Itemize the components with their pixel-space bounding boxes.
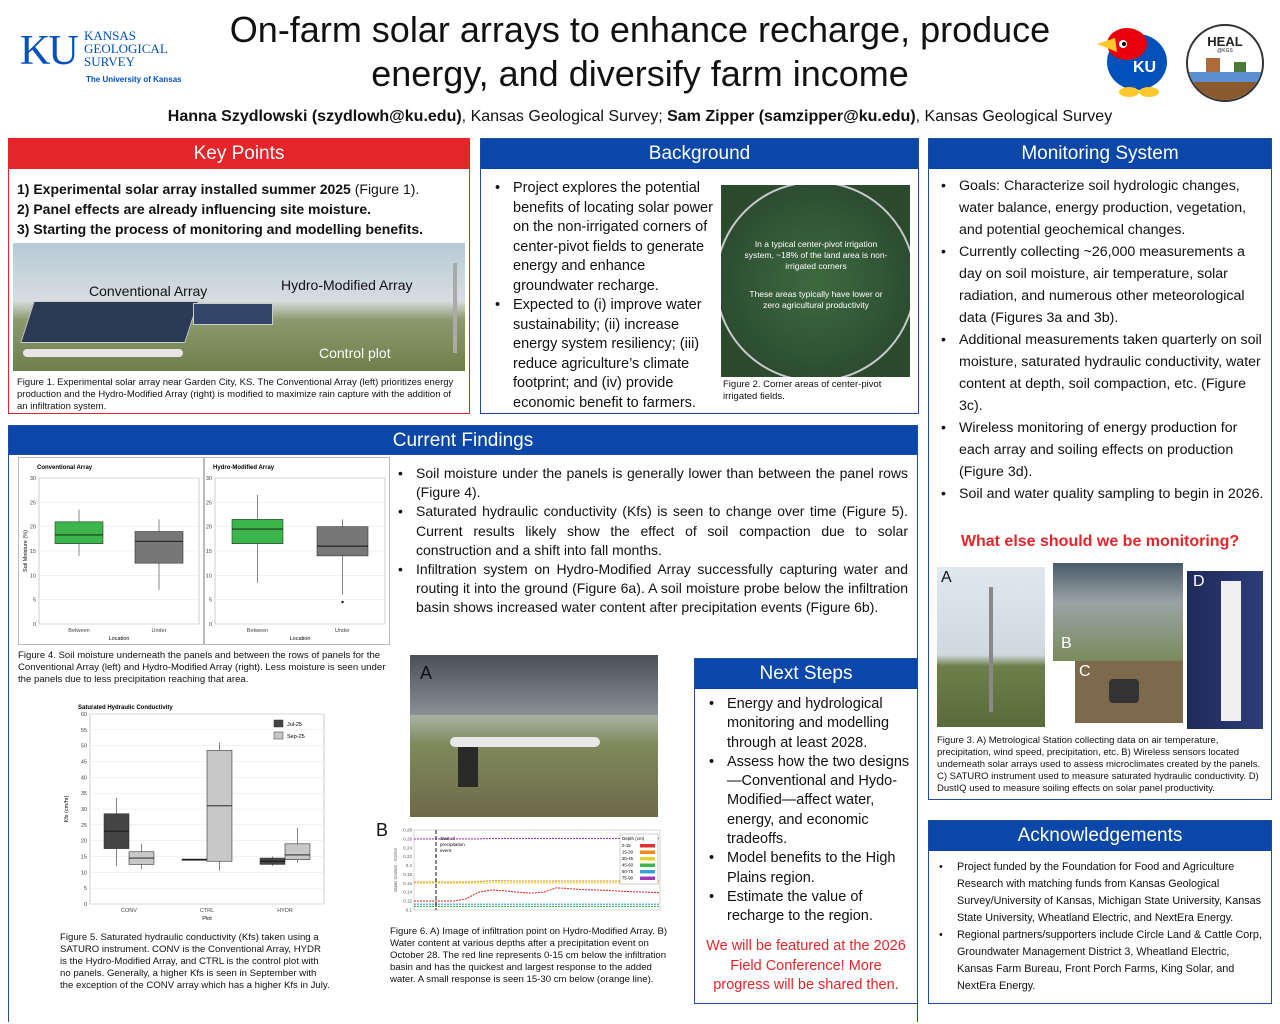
list-item: • Energy and hydrological monitoring and modelling through at least 2028. [717, 695, 913, 753]
background-heading: Background [481, 139, 918, 169]
box [135, 532, 183, 564]
y-tick-label: 25 [29, 500, 36, 507]
key-point-2: 2) Panel effects are already influencing site moisture. [17, 201, 372, 217]
figure-3-label-d: D [1193, 573, 1205, 590]
heal-logo-text: HEAL [1207, 34, 1243, 49]
y-axis-label: Kfs (cm/hr) [64, 795, 70, 823]
list-item: • Saturated hydraulic conductivity (Kfs) is seen to change over time (Figure 5). Current results likely show the effect of soil compaction due to solar construction and a shift into fall months. [406, 502, 908, 560]
y-tick-label: 10 [80, 870, 87, 877]
figure-3c-photo [1075, 661, 1183, 723]
figure-2-caption: Figure 2. Corner areas of center-pivot irrigated fields. [723, 379, 882, 402]
key-points-heading: Key Points [9, 139, 469, 169]
acknowledgements-heading: Acknowledgements [929, 821, 1271, 851]
legend-swatch [640, 844, 655, 848]
box [55, 522, 103, 544]
y-tick-label: 35 [80, 791, 87, 798]
y-tick-label: 25 [80, 822, 87, 829]
x-axis-label: Plot [202, 916, 212, 922]
y-tick-label: 0.1 [405, 907, 412, 913]
y-axis-label: Soil Moisture (%) [23, 530, 29, 572]
legend-swatch [274, 720, 283, 727]
legend-swatch [274, 732, 283, 739]
y-tick-label: 20 [205, 524, 212, 531]
y-tick-label: 0.24 [403, 845, 412, 851]
y-tick-label: 0 [208, 622, 212, 628]
figure-4-caption: Figure 4. Soil moisture underneath the panels and between the rows of panels for the Conventional Array (left) and Hydro-Modified Array (right). Less moisture is seen under the panels due to less precipitation reaching that area. [18, 650, 386, 685]
jayhawk-ku-text: KU [1133, 59, 1157, 76]
figure-3-caption: Figure 3. A) Metrological Station collecting data on air temperature, precipitation, wind speed, precipitation, etc. B) Wireless sensors located underneath solar arrays used to assess microclimates created by the panels. C) SATURO instrument used to measure saturated hydraulic conductivity. D) DustIQ used to measure soiling effects on solar panel productivity. [937, 735, 1261, 794]
y-tick-label: 0.26 [403, 836, 412, 842]
author-1: Hanna Szydlowski (szydlowh@ku.edu) [167, 108, 462, 125]
author-2: Sam Zipper (samzipper@ku.edu) [667, 108, 916, 125]
y-tick-label: 20 [29, 524, 36, 531]
key-point-3: 3) Starting the process of monitoring and modelling benefits. [17, 221, 424, 237]
figure-2-text-1: In a typical center-pivot irrigation system, ~18% of the land area is non-irrigated corners [744, 239, 888, 271]
figure-4a-chart [18, 457, 204, 645]
figure-6a-photo [410, 655, 658, 817]
x-tick-label: Between [246, 628, 269, 634]
x-tick-label: Between [68, 628, 90, 634]
x-axis-label: Location [108, 636, 130, 642]
author-1-affiliation: , Kansas Geological Survey; [461, 108, 668, 125]
solar-array-photo [13, 243, 465, 371]
list-item: • Estimate the value of recharge to the region. [717, 888, 913, 927]
figure-3b-photo [1053, 563, 1183, 661]
y-tick-label: 0.2 [405, 863, 412, 869]
list-item: • Project explores the potential benefits of locating solar power on the non-irrigated corners of center-pivot fields to generate energy and enhance groundwater recharge. [503, 179, 717, 296]
y-tick-label: 5 [83, 886, 87, 893]
figure-1-caption: Figure 1. Experimental solar array near Garden City, KS. The Conventional Array (left) prioritizes energy production and the Hydro-Modified Array (right) is modified to maximize rain capture with the addition of an infiltration system. [17, 377, 454, 412]
list-item: • Currently collecting ~26,000 measurements a day on soil moisture, air temperature, solar radiation, and numerous other meteorological data (Figures 3a and 3b). [949, 241, 1267, 329]
list-item: • Model benefits to the High Plains region. [717, 849, 913, 888]
list-item: • Regional partners/supporters include Circle Land & Cattle Corp, Groundwater Management District 3, Wheatland Electric, Kansas Farm Bureau, Front Porch Farms, King Solar, and NextEra Energy. [947, 927, 1265, 995]
legend-swatch [640, 877, 655, 881]
legend-swatch [640, 857, 655, 861]
legend-label: 75-90 [622, 875, 633, 881]
chart-title: Saturated Hydraulic Conductivity [78, 705, 173, 711]
y-axis-label: Water Content - m3/m3 [393, 848, 398, 892]
kgs-logo-line2: GEOLOGICAL [84, 41, 168, 56]
y-tick-label: 0.14 [403, 889, 412, 895]
x-tick-label: HYDR [277, 908, 293, 914]
next-steps-section [694, 658, 918, 1004]
y-tick-label: 0.18 [403, 871, 412, 877]
list-item: • Infiltration system on Hydro-Modified Array successfully capturing water and routing it into the ground (Figure 6a). A soil moisture probe below the infiltration basin shows increased water content after precipitation events (Figure 6b). [406, 560, 908, 618]
x-tick-label: CTRL [199, 908, 215, 914]
heal-logo-sub: @KGS [1217, 48, 1233, 54]
x-tick-label: Under [335, 628, 350, 634]
heal-logo [1186, 24, 1264, 102]
ku-logo-subtitle: The University of Kansas [86, 75, 182, 84]
legend-swatch [640, 870, 655, 874]
acknowledgements-section [928, 820, 1272, 1004]
author-line [150, 108, 1130, 126]
list-item: • Wireless monitoring of energy production for each array and soiling effects on production (Figure 3d). [949, 417, 1267, 483]
box [232, 519, 283, 543]
y-tick-label: 10 [29, 573, 36, 580]
y-tick-label: 10 [205, 573, 212, 580]
list-item: • Expected to (i) improve water sustainability; (ii) increase energy system resiliency; (iii) reduce agriculture’s climate footprint; and (iv) provide economic benefit to farmers. [503, 296, 717, 413]
y-tick-label: 20 [80, 838, 87, 845]
figure-3a-photo [937, 567, 1045, 727]
figure-4b-chart [204, 457, 390, 645]
legend-label: 60-75 [622, 869, 633, 874]
figure-5-chart [60, 698, 328, 924]
poster-title [190, 8, 1090, 96]
outlier-point [341, 601, 343, 603]
findings-bullets [388, 464, 908, 618]
y-tick-label: 25 [205, 500, 212, 507]
key-points-section [8, 138, 470, 414]
chart-title: Conventional Array [37, 465, 93, 471]
y-tick-label: 40 [80, 775, 87, 782]
key-point-1 [17, 179, 461, 199]
event-annotation: Start of precipitation event [440, 836, 465, 853]
list-item: • Project funded by the Foundation for Food and Agriculture Research with matching funds from Kansas Geological Survey/University of Kansas, Michigan State University, Kansas State University, Wheatland Electric, and NextEra Energy. [947, 859, 1265, 927]
list-item: • Goals: Characterize soil hydrologic changes, water balance, energy production, vegetation, and potential geochemical changes. [949, 175, 1267, 241]
next-steps-note: We will be featured at the 2026 Field Conference! More progress will be shared then. [706, 938, 906, 993]
chart-title: Hydro-Modified Array [213, 465, 275, 471]
figure-6-label-b: B [376, 820, 389, 840]
monitoring-heading: Monitoring System [929, 139, 1271, 169]
list-item: • Soil and water quality sampling to begin in 2026. [949, 483, 1267, 505]
x-axis-label: Location [289, 636, 311, 642]
y-tick-label: 30 [205, 476, 212, 482]
current-findings-heading: Current Findings [8, 425, 918, 455]
y-tick-label: 60 [80, 712, 87, 718]
legend-label: Jul-25 [287, 722, 302, 728]
y-tick-label: 30 [29, 476, 36, 482]
y-tick-label: 0.12 [403, 898, 412, 904]
y-tick-label: 0.16 [403, 880, 412, 886]
y-tick-label: 15 [80, 854, 87, 861]
y-tick-label: 5 [208, 597, 212, 604]
list-item: • Soil moisture under the panels is generally lower than between the panel rows (Figure 4). [406, 464, 908, 502]
list-item: • Assess how the two designs—Conventional and Hydo-Modified—affect water, energy, and economic tradeoffs. [717, 753, 913, 849]
figure-5-caption: Figure 5. Saturated hydraulic conductivity (Kfs) taken using a SATURO instrument. CONV is the Conventional Array, HYDR is the Hydro-Modified Array, and CTRL is the control plot with no panels. Generally, a higher Kfs is seen in September with the exception of the CONV array which has a higher Kfs in July. [60, 932, 330, 991]
y-tick-label: 0 [83, 902, 87, 908]
next-steps-bullets [699, 695, 913, 927]
y-tick-label: 45 [80, 759, 87, 766]
y-tick-label: 0.28 [403, 827, 412, 833]
legend-label: 30-45 [622, 856, 633, 861]
box [317, 527, 368, 556]
monitoring-question: What else should we be monitoring? [960, 533, 1240, 550]
photo-label-conventional: Conventional Array [89, 283, 208, 299]
monitoring-section [928, 138, 1272, 800]
legend-swatch [640, 864, 655, 868]
y-tick-label: 30 [80, 807, 87, 813]
ku-kgs-logo [20, 25, 190, 87]
title-line-2: energy, and diversify farm income [371, 53, 909, 94]
photo-label-hydro-modified: Hydro-Modified Array [281, 277, 413, 293]
acknowledgements-bullets [929, 859, 1265, 995]
figure-3d-photo [1187, 571, 1263, 729]
figure-6b-chart [392, 826, 664, 922]
y-tick-label: 0 [32, 622, 36, 628]
y-tick-label: 15 [29, 549, 36, 555]
key-point-1-ref: (Figure 1). [350, 181, 420, 197]
center-pivot-figure [721, 185, 910, 377]
list-item: • Additional measurements taken quarterly on soil moisture, saturated hydraulic conductivity, water content at depth, soil compaction, etc. (Figure 3c). [949, 329, 1267, 417]
next-steps-heading: Next Steps [695, 659, 917, 689]
y-tick-label: 0.22 [403, 854, 412, 860]
jayhawk-logo [1093, 22, 1175, 102]
figure-3-label-b: B [1061, 635, 1072, 652]
y-tick-label: 15 [205, 549, 212, 555]
key-point-1-text: 1) Experimental solar array installed summer 2025 [17, 181, 351, 197]
legend-label: 0-15 [622, 843, 631, 848]
legend-label: 15-30 [622, 849, 633, 855]
figure-6-caption: Figure 6. A) Image of infiltration point on Hydro-Modified Array. B) Water content at various depths after a precipitation event on October 28. The red line represents 0-15 cm below the infiltration basin and has the quickest and largest response to the added water. A small response is seen 15-30 cm below (orange line). [390, 926, 668, 985]
figure-3-label-c: C [1079, 663, 1091, 680]
x-tick-label: CONV [121, 908, 137, 914]
monitoring-bullets [931, 175, 1267, 505]
title-line-1: On-farm solar arrays to enhance recharge, produce [229, 9, 1051, 50]
author-2-affiliation: , Kansas Geological Survey [915, 108, 1113, 125]
background-bullets [485, 179, 717, 413]
legend-swatch [640, 851, 655, 855]
figure-6-label-a: A [420, 663, 433, 683]
y-tick-label: 50 [80, 743, 87, 750]
background-section [480, 138, 919, 414]
ku-logo-mark: KU [20, 28, 77, 74]
y-tick-label: 55 [80, 727, 87, 734]
kgs-logo-line3: SURVEY [84, 54, 135, 69]
photo-label-control: Control plot [319, 345, 391, 361]
y-tick-label: 5 [32, 597, 36, 604]
kgs-logo-line1: KANSAS [84, 28, 137, 43]
legend-title: Depth (cm) [622, 836, 645, 841]
figure-3-label-a: A [941, 569, 952, 586]
x-tick-label: Under [151, 628, 167, 634]
legend-label: 45-60 [622, 862, 633, 868]
legend-label: Sep-25 [287, 734, 305, 740]
box [285, 844, 310, 860]
figure-2-text-2: These areas typically have lower or zero agricultural productivity [749, 289, 883, 310]
